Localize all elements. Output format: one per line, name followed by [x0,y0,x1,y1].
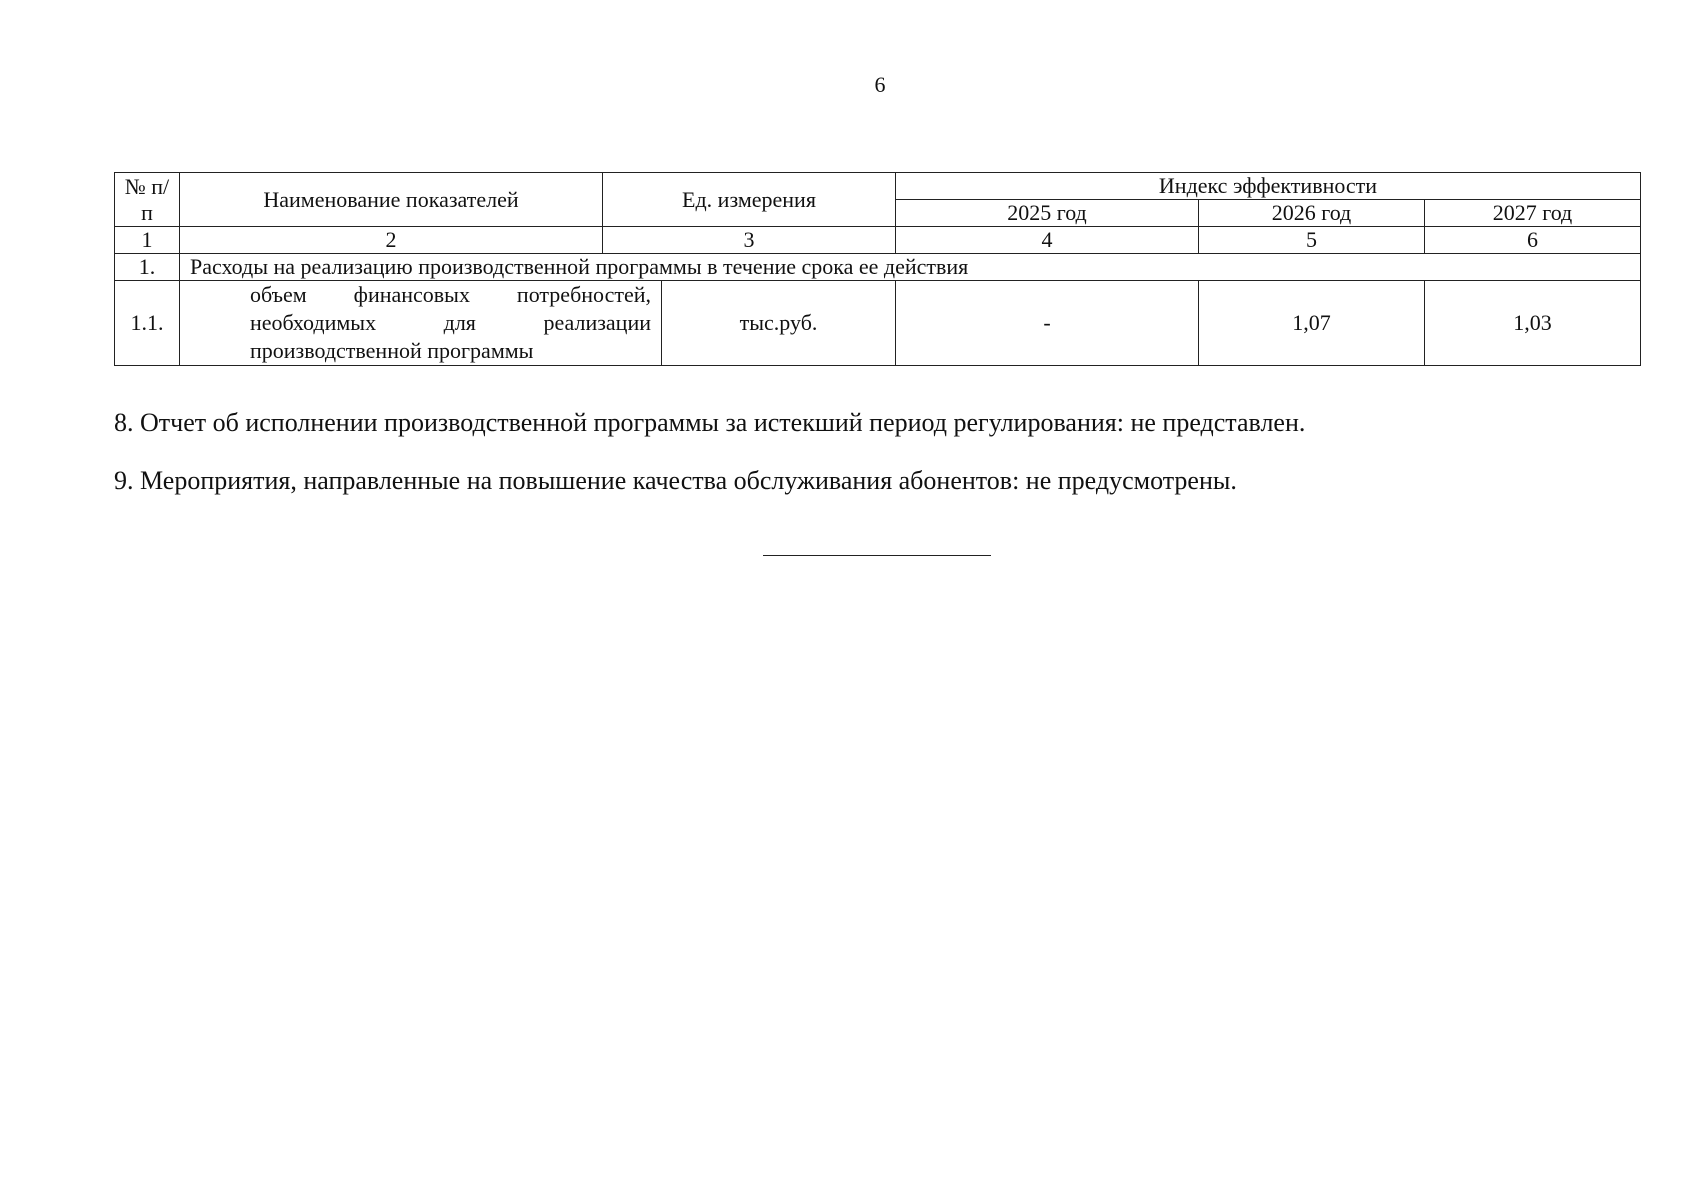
column-number: 4 [896,227,1199,254]
column-number: 2 [180,227,603,254]
row-value-2025: - [896,281,1199,366]
section-row [115,254,1641,281]
row-value-2027: 1,03 [1425,281,1641,366]
header-year-2025: 2025 год [896,200,1199,227]
column-number-row [115,227,1641,254]
paragraph-9-measures: 9. Мероприятия, направленные на повышение качества обслуживания абонентов: не предусмотрены. [114,466,1237,495]
efficiency-index-table [114,172,1641,366]
page-number: 6 [874,72,886,97]
column-number: 6 [1425,227,1641,254]
header-unit: Ед. измерения [603,173,896,227]
header-number: № п/п [115,173,180,227]
paragraph-8-report: 8. Отчет об исполнении производственной программы за истекший период регулирования: не представлен. [114,408,1306,437]
header-year-2026: 2026 год [1199,200,1425,227]
column-number: 1 [115,227,180,254]
table-row [115,281,1641,366]
row-name: объем финансовых потребностей, необходимых для реализации производственной программы [180,281,662,366]
column-number: 3 [603,227,896,254]
header-year-2027: 2027 год [1425,200,1641,227]
section-title: Расходы на реализацию производственной программы в течение срока ее действия [180,254,1641,281]
row-unit: тыс.руб. [662,281,896,366]
header-efficiency-index: Индекс эффективности [896,173,1641,200]
row-number: 1.1. [115,281,180,366]
row-value-2026: 1,07 [1199,281,1425,366]
table-header-row-1 [115,173,1641,200]
column-number: 5 [1199,227,1425,254]
closing-divider [763,555,991,556]
section-number: 1. [115,254,180,281]
header-name: Наименование показателей [180,173,603,227]
